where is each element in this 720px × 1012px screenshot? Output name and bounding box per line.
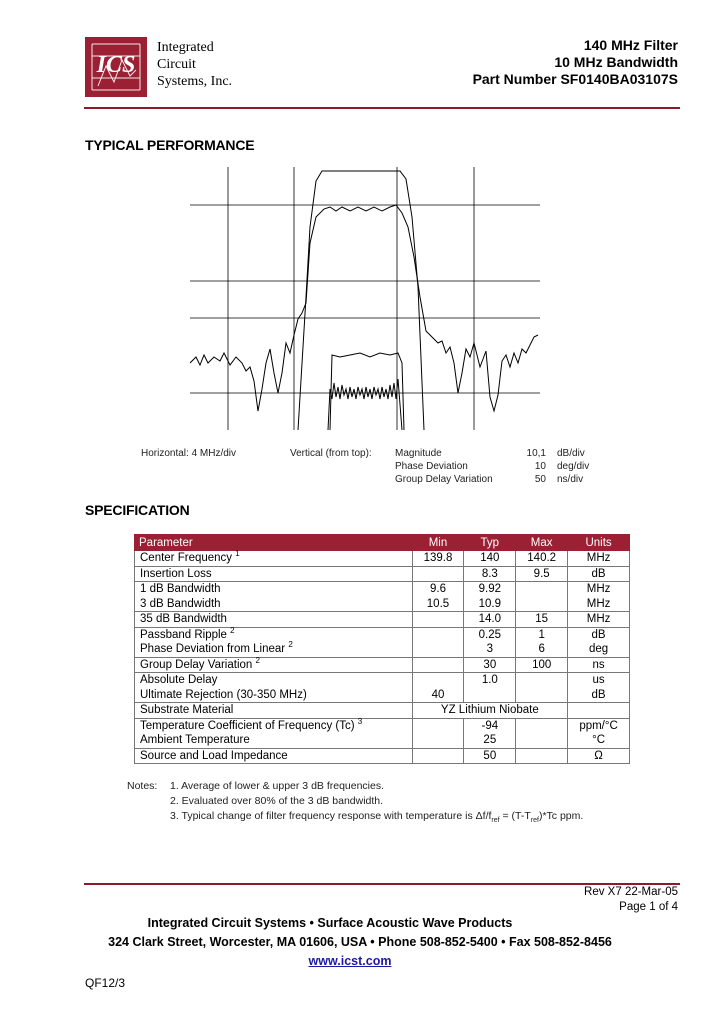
table-header-row bbox=[135, 535, 630, 551]
typical-performance-heading: TYPICAL PERFORMANCE bbox=[85, 137, 255, 153]
unit-cell: MHz bbox=[568, 551, 630, 567]
param-cell: 35 dB Bandwidth bbox=[135, 612, 413, 628]
column-header: Typ bbox=[464, 535, 516, 551]
unit-cell: dB bbox=[568, 688, 630, 703]
typ-cell: 3 bbox=[464, 642, 516, 657]
table-row bbox=[135, 597, 630, 612]
param-cell bbox=[135, 657, 413, 673]
min-cell bbox=[412, 718, 464, 733]
unit-cell: MHz bbox=[568, 582, 630, 597]
table-row bbox=[135, 612, 630, 628]
footnote-ref: 2 bbox=[255, 655, 260, 665]
table-row bbox=[135, 748, 630, 764]
typ-cell: -94 bbox=[464, 718, 516, 733]
min-cell bbox=[412, 642, 464, 657]
performance-chart-svg bbox=[190, 167, 540, 430]
specification-heading: SPECIFICATION bbox=[85, 502, 190, 518]
param-cell: Substrate Material bbox=[135, 703, 413, 719]
footer-contact bbox=[0, 914, 720, 971]
title-line: 10 MHz Bandwidth bbox=[554, 54, 678, 70]
legend-value: 10,1 bbox=[526, 448, 546, 459]
group-delay-trace bbox=[328, 379, 402, 430]
website-link[interactable]: www.icst.com bbox=[308, 954, 392, 968]
legend-name: Phase Deviation bbox=[395, 461, 468, 472]
legend-value: 50 bbox=[534, 474, 546, 485]
table-row bbox=[135, 657, 630, 673]
min-cell: 9.6 bbox=[412, 582, 464, 597]
performance-chart bbox=[190, 167, 540, 430]
unit-cell: MHz bbox=[568, 612, 630, 628]
notes-list bbox=[170, 779, 583, 828]
legend-unit: deg/div bbox=[557, 461, 590, 472]
typ-cell: 8.3 bbox=[464, 566, 516, 582]
min-cell bbox=[412, 612, 464, 628]
table-row bbox=[135, 627, 630, 642]
unit-cell: deg bbox=[568, 642, 630, 657]
document-title bbox=[473, 37, 678, 88]
min-cell bbox=[412, 566, 464, 582]
max-cell bbox=[516, 748, 568, 764]
revision-info bbox=[584, 885, 678, 915]
footer-address: 324 Clark Street, Worcester, MA 01606, USA • Phone 508-852-5400 • Fax 508-852-8456 bbox=[108, 935, 612, 949]
max-cell: 9.5 bbox=[516, 566, 568, 582]
max-cell bbox=[516, 582, 568, 597]
unit-cell: us bbox=[568, 673, 630, 688]
typ-cell bbox=[464, 688, 516, 703]
table-row bbox=[135, 551, 630, 567]
note-item bbox=[170, 809, 583, 828]
max-cell: 15 bbox=[516, 612, 568, 628]
note-text: )*Tc ppm. bbox=[538, 810, 584, 822]
horizontal-scale: Horizontal: 4 MHz/div bbox=[141, 448, 237, 459]
unit-cell: ppm/°C bbox=[568, 718, 630, 733]
footer-line: Integrated Circuit Systems • Surface Acoustic Wave Products bbox=[147, 916, 513, 930]
min-cell: 40 bbox=[412, 688, 464, 703]
column-header: Min bbox=[412, 535, 464, 551]
title-line: Part Number SF0140BA03107S bbox=[472, 71, 678, 87]
max-cell: 6 bbox=[516, 642, 568, 657]
legend-value: 10 bbox=[534, 461, 546, 472]
title-line: 140 MHz Filter bbox=[583, 37, 678, 53]
legend-unit: ns/div bbox=[557, 474, 584, 485]
company-line: Integrated bbox=[157, 40, 214, 55]
note-text: 3. Typical change of filter frequency response with temperature is Δf/f bbox=[170, 810, 492, 822]
note-subscript: ref bbox=[530, 817, 539, 825]
header-divider bbox=[84, 107, 680, 109]
table-row bbox=[135, 688, 630, 703]
param-cell bbox=[135, 551, 413, 567]
max-cell bbox=[516, 718, 568, 733]
max-cell bbox=[516, 673, 568, 688]
merged-value-cell: YZ Lithium Niobate bbox=[412, 703, 568, 719]
legend-name: Magnitude bbox=[395, 448, 442, 459]
max-cell bbox=[516, 688, 568, 703]
page-number: Page 1 of 4 bbox=[619, 901, 678, 913]
typ-cell: 30 bbox=[464, 657, 516, 673]
param-cell: Insertion Loss bbox=[135, 566, 413, 582]
company-name bbox=[157, 39, 232, 90]
company-line: Circuit bbox=[157, 57, 196, 72]
typ-cell: 9.92 bbox=[464, 582, 516, 597]
table-row bbox=[135, 642, 630, 657]
footnote-ref: 3 bbox=[357, 716, 363, 726]
unit-cell: °C bbox=[568, 733, 630, 748]
footnote-ref: 2 bbox=[288, 640, 293, 649]
vertical-label: Vertical (from top): bbox=[290, 448, 372, 459]
footnote-ref: 2 bbox=[230, 625, 235, 635]
revision-label: Rev X7 22-Mar-05 bbox=[584, 886, 678, 898]
table-row bbox=[135, 566, 630, 582]
column-header: Max bbox=[516, 535, 568, 551]
company-line: Systems, Inc. bbox=[157, 74, 233, 89]
min-cell: 10.5 bbox=[412, 597, 464, 612]
param-label: Temperature Coefficient of Frequency (Tc) bbox=[140, 719, 355, 732]
param-cell: Ambient Temperature bbox=[135, 733, 413, 748]
param-cell bbox=[135, 718, 413, 733]
param-cell bbox=[135, 642, 413, 657]
typ-cell: 10.9 bbox=[464, 597, 516, 612]
max-cell: 1 bbox=[516, 627, 568, 642]
typ-cell: 25 bbox=[464, 733, 516, 748]
typ-cell: 0.25 bbox=[464, 627, 516, 642]
magnitude-fine-trace bbox=[190, 205, 538, 411]
param-cell: Absolute Delay bbox=[135, 673, 413, 688]
unit-cell: ns bbox=[568, 657, 630, 673]
max-cell: 100 bbox=[516, 657, 568, 673]
note-text: = (T-T bbox=[502, 810, 531, 822]
table-row bbox=[135, 673, 630, 688]
typ-cell: 50 bbox=[464, 748, 516, 764]
unit-cell: MHz bbox=[568, 597, 630, 612]
company-logo bbox=[84, 36, 148, 98]
param-cell: 1 dB Bandwidth bbox=[135, 582, 413, 597]
min-cell: 139.8 bbox=[412, 551, 464, 567]
min-cell bbox=[412, 748, 464, 764]
param-cell: 3 dB Bandwidth bbox=[135, 597, 413, 612]
note-item: 2. Evaluated over 80% of the 3 dB bandwidth. bbox=[170, 795, 384, 807]
min-cell bbox=[412, 657, 464, 673]
legend-name: Group Delay Variation bbox=[395, 474, 493, 485]
notes-label: Notes: bbox=[127, 780, 158, 792]
column-header: Parameter bbox=[135, 535, 413, 551]
table-row bbox=[135, 582, 630, 597]
param-cell: Source and Load Impedance bbox=[135, 748, 413, 764]
param-cell bbox=[135, 627, 413, 642]
table-row bbox=[135, 703, 630, 719]
min-cell bbox=[412, 673, 464, 688]
param-label: Phase Deviation from Linear bbox=[140, 643, 286, 655]
svg-text:ICS: ICS bbox=[96, 52, 136, 78]
form-code: QF12/3 bbox=[85, 976, 126, 990]
typ-cell: 1.0 bbox=[464, 673, 516, 688]
footnote-ref: 1 bbox=[235, 549, 240, 558]
legend-unit: dB/div bbox=[557, 448, 585, 459]
max-cell bbox=[516, 597, 568, 612]
param-label: Passband Ripple bbox=[140, 628, 227, 641]
note-subscript: ref bbox=[491, 817, 500, 825]
table-row bbox=[135, 718, 630, 733]
typ-cell: 14.0 bbox=[464, 612, 516, 628]
min-cell bbox=[412, 733, 464, 748]
table-row bbox=[135, 733, 630, 748]
min-cell bbox=[412, 627, 464, 642]
column-header: Units bbox=[568, 535, 630, 551]
unit-cell: dB bbox=[568, 627, 630, 642]
unit-cell: dB bbox=[568, 566, 630, 582]
typ-cell: 140 bbox=[464, 551, 516, 567]
unit-cell: Ω bbox=[568, 748, 630, 764]
param-label: Center Frequency bbox=[140, 552, 233, 564]
param-label: Group Delay Variation bbox=[140, 658, 253, 671]
max-cell bbox=[516, 733, 568, 748]
specification-table bbox=[134, 534, 630, 764]
note-item: 1. Average of lower & upper 3 dB frequencies. bbox=[170, 780, 385, 792]
unit-cell bbox=[568, 703, 630, 719]
max-cell: 140.2 bbox=[516, 551, 568, 567]
param-cell: Ultimate Rejection (30-350 MHz) bbox=[135, 688, 413, 703]
